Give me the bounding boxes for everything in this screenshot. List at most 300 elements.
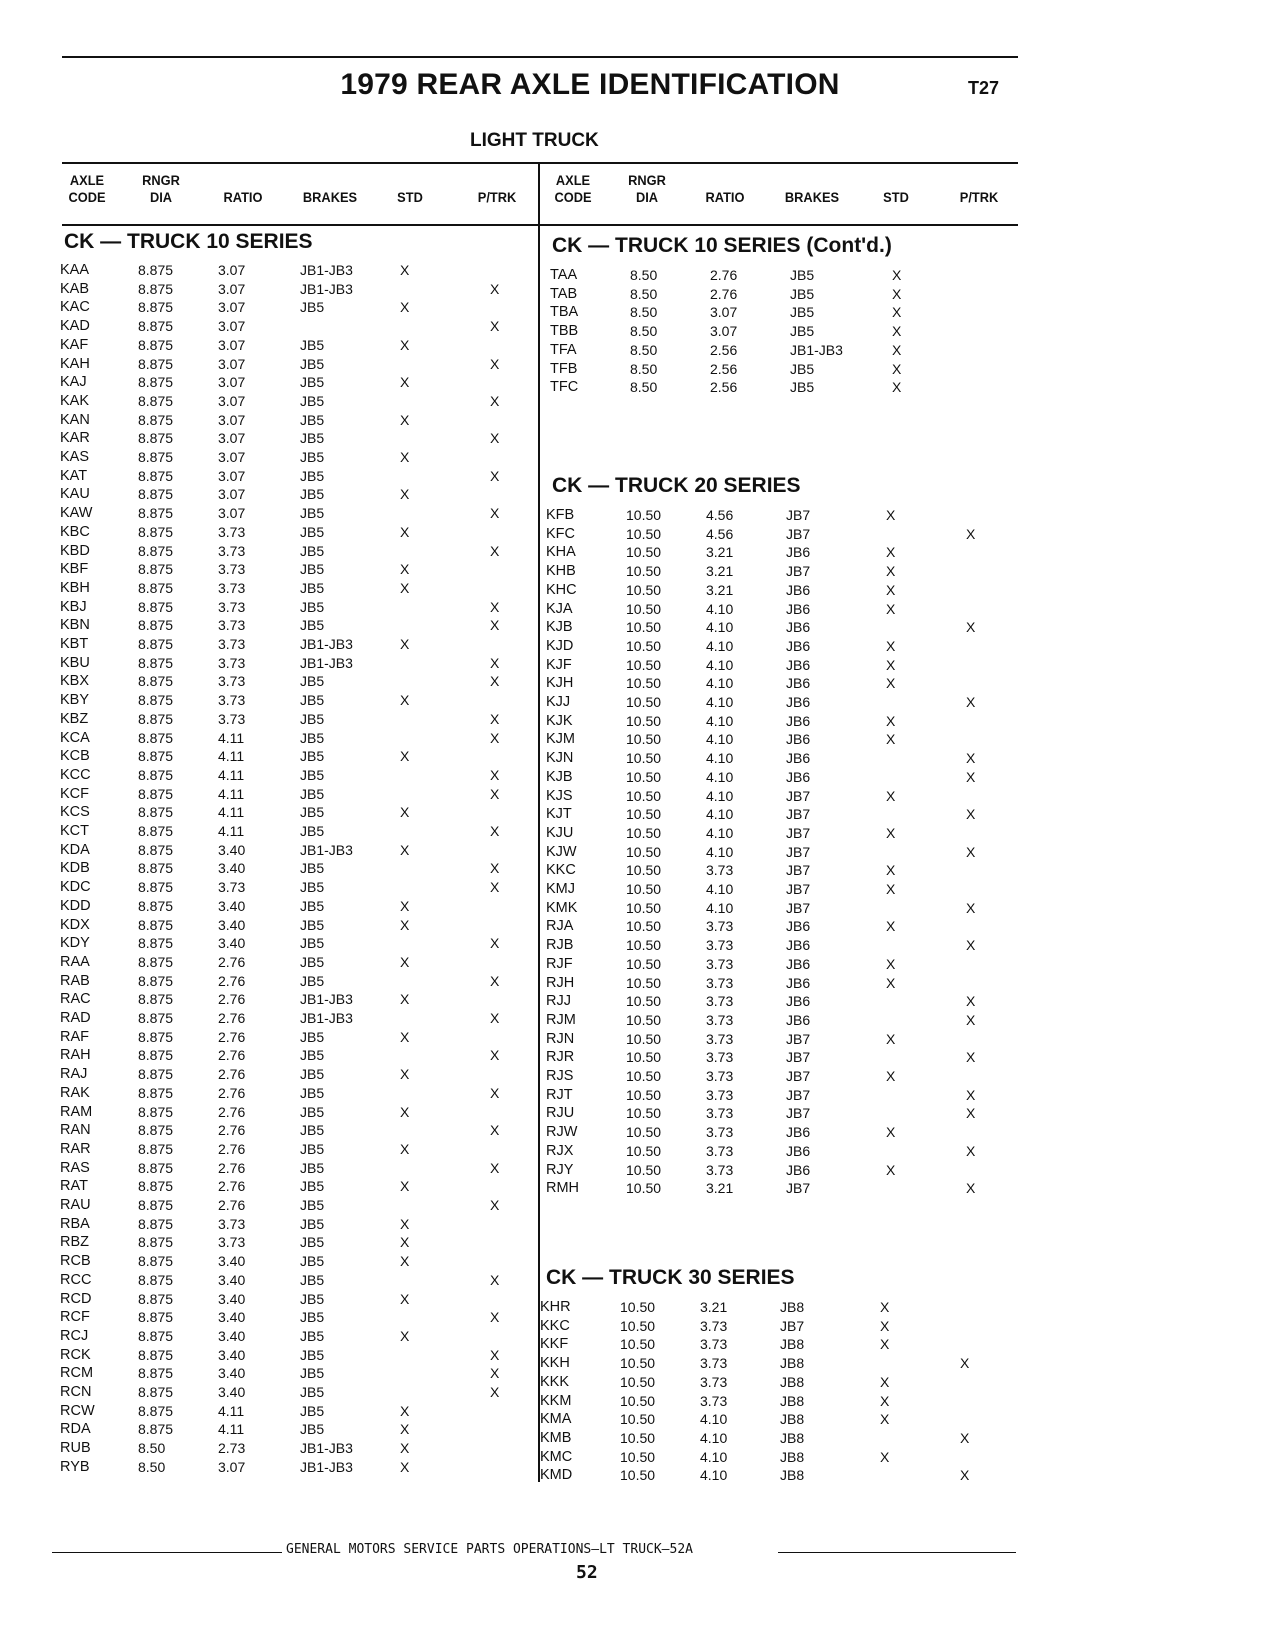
- cell-ratio: 3.73: [706, 993, 734, 1010]
- cell-ratio: 4.56: [706, 507, 734, 523]
- cell-ptrk: X: [490, 467, 500, 484]
- cell-rngr-dia: 10.50: [626, 1086, 662, 1103]
- table-row: [60, 280, 530, 299]
- cell-std: X: [886, 600, 896, 617]
- cell-std: X: [400, 449, 410, 465]
- cell-rngr-dia: 10.50: [626, 694, 662, 710]
- cell-axle-code: TFB: [550, 360, 578, 377]
- cell-rngr-dia: 10.50: [626, 843, 662, 860]
- cell-ratio: 4.10: [706, 824, 734, 841]
- cell-rngr-dia: 10.50: [626, 712, 662, 729]
- cell-axle-code: KFB: [546, 507, 575, 523]
- cell-rngr-dia: 8.875: [138, 1384, 174, 1400]
- cell-std: X: [400, 804, 410, 821]
- cell-axle-code: RMH: [546, 1180, 580, 1197]
- cell-ratio: 3.73: [706, 918, 734, 935]
- cell-axle-code: KMD: [540, 1467, 573, 1484]
- cell-axle-code: RJR: [546, 1049, 575, 1066]
- cell-axle-code: KKH: [540, 1355, 570, 1372]
- cell-rngr-dia: 8.875: [138, 299, 174, 316]
- cell-rngr-dia: 10.50: [626, 824, 662, 841]
- cell-std: X: [400, 841, 410, 858]
- cell-ratio: 3.73: [706, 974, 734, 991]
- cell-axle-code: KHC: [546, 581, 577, 598]
- cell-brakes: JB5: [300, 392, 325, 409]
- table-row: [550, 322, 1020, 341]
- cell-brakes: JB1-JB3: [300, 654, 353, 671]
- cell-ratio: 3.73: [218, 561, 246, 578]
- cell-ratio: 3.07: [218, 467, 246, 484]
- cell-ptrk: X: [490, 392, 500, 409]
- cell-rngr-dia: 10.50: [620, 1317, 656, 1334]
- cell-std: X: [400, 1402, 410, 1419]
- table-row: [60, 1402, 530, 1421]
- page-number: 52: [576, 1562, 598, 1583]
- cell-ratio: 3.73: [218, 636, 246, 652]
- table-row: [60, 859, 530, 878]
- cell-ptrk: X: [490, 766, 500, 783]
- table-row: [60, 560, 530, 579]
- cell-std: X: [886, 712, 896, 729]
- cell-axle-code: KMJ: [546, 881, 575, 897]
- cell-ratio: 3.73: [218, 710, 246, 727]
- cell-rngr-dia: 8.875: [138, 636, 174, 652]
- cell-brakes: JB5: [790, 267, 815, 283]
- cell-ratio: 2.56: [710, 379, 738, 396]
- table-row: [546, 525, 1016, 544]
- cell-brakes: JB5: [300, 505, 325, 522]
- table-row: [550, 303, 1020, 322]
- header-text: CODE: [68, 190, 106, 205]
- cell-std: X: [892, 267, 902, 283]
- cell-brakes: JB5: [790, 304, 815, 321]
- cell-axle-code: RJF: [546, 955, 573, 972]
- cell-ptrk: X: [490, 280, 500, 297]
- cell-rngr-dia: 8.875: [138, 598, 174, 615]
- cell-rngr-dia: 8.875: [138, 1327, 174, 1344]
- cell-axle-code: KCB: [60, 748, 90, 765]
- cell-brakes: JB5: [300, 897, 325, 914]
- cell-brakes: JB5: [790, 379, 815, 396]
- cell-rngr-dia: 10.50: [620, 1373, 656, 1390]
- cell-ptrk: X: [490, 673, 500, 690]
- cell-std: X: [400, 1458, 410, 1475]
- cell-brakes: JB7: [786, 1105, 811, 1122]
- cell-brakes: JB6: [786, 1011, 811, 1028]
- table-row: [546, 1048, 1016, 1067]
- cell-axle-code: KBY: [60, 692, 90, 709]
- cell-axle-code: RAA: [60, 953, 90, 970]
- cell-rngr-dia: 8.875: [138, 430, 174, 447]
- cell-ratio: 2.76: [218, 1010, 246, 1026]
- cell-axle-code: RJT: [546, 1086, 573, 1103]
- cell-axle-code: KJB: [546, 768, 573, 785]
- cell-rngr-dia: 8.875: [138, 692, 174, 709]
- cell-ratio: 3.73: [218, 879, 246, 896]
- cell-brakes: JB1-JB3: [790, 341, 843, 358]
- cell-ratio: 3.07: [218, 355, 246, 372]
- cell-rngr-dia: 10.50: [626, 806, 662, 823]
- header-rule: [62, 224, 1018, 226]
- table-row: [60, 1009, 530, 1028]
- cell-rngr-dia: 8.875: [138, 710, 174, 727]
- cell-ptrk: X: [490, 1346, 500, 1363]
- cell-ptrk: X: [960, 1355, 970, 1372]
- cell-brakes: JB5: [300, 1234, 325, 1251]
- cell-brakes: JB5: [300, 1346, 325, 1363]
- cell-axle-code: RAM: [60, 1103, 93, 1120]
- cell-rngr-dia: 8.875: [138, 542, 174, 559]
- cell-ptrk: X: [960, 1429, 970, 1446]
- cell-axle-code: RJM: [546, 1011, 576, 1028]
- cell-rngr-dia: 8.875: [138, 449, 174, 465]
- cell-ratio: 3.73: [218, 617, 246, 634]
- cell-brakes: JB5: [300, 1066, 325, 1083]
- cell-axle-code: KHA: [546, 544, 576, 561]
- cell-ratio: 2.76: [218, 972, 246, 989]
- cell-ptrk: X: [966, 806, 976, 823]
- cell-axle-code: RCC: [60, 1271, 92, 1288]
- cell-ptrk: X: [490, 1122, 500, 1139]
- table-row: [60, 934, 530, 953]
- table-row: [546, 1123, 1016, 1142]
- cell-axle-code: RAR: [60, 1140, 91, 1157]
- cell-brakes: JB7: [786, 806, 811, 823]
- cell-brakes: JB1-JB3: [300, 841, 353, 858]
- cell-ratio: 4.11: [218, 766, 245, 783]
- cell-ptrk: X: [966, 694, 976, 710]
- cell-axle-code: RAF: [60, 1028, 89, 1045]
- cell-brakes: JB6: [786, 1124, 811, 1141]
- cell-ratio: 3.07: [218, 449, 246, 465]
- cell-ratio: 2.76: [710, 285, 738, 302]
- table-row: [60, 1233, 530, 1252]
- cell-ratio: 3.73: [700, 1355, 728, 1372]
- cell-std: X: [400, 1215, 410, 1232]
- cell-rngr-dia: 8.875: [138, 897, 174, 914]
- table-row: [60, 1290, 530, 1309]
- cell-axle-code: KAS: [60, 449, 90, 465]
- cell-ptrk: X: [490, 879, 500, 896]
- table-row: [60, 878, 530, 897]
- cell-axle-code: RAJ: [60, 1066, 88, 1083]
- cell-ratio: 4.10: [706, 787, 734, 804]
- cell-axle-code: RBA: [60, 1215, 90, 1232]
- cell-rngr-dia: 8.875: [138, 467, 174, 484]
- cell-std: X: [400, 1140, 410, 1157]
- cell-ratio: 2.76: [218, 1066, 246, 1083]
- cell-rngr-dia: 10.50: [626, 563, 662, 580]
- cell-rngr-dia: 8.875: [138, 1103, 174, 1120]
- cell-brakes: JB5: [300, 1122, 325, 1139]
- header-brakes: BRAKES: [302, 190, 358, 205]
- cell-ratio: 4.10: [706, 899, 734, 916]
- header-rngr-dia: [625, 172, 669, 206]
- table-row: [60, 1140, 530, 1159]
- cell-brakes: JB5: [300, 1421, 325, 1438]
- cell-ratio: 3.73: [706, 1105, 734, 1122]
- cell-std: X: [400, 486, 410, 503]
- cell-ratio: 3.73: [706, 1161, 734, 1178]
- cell-axle-code: RJB: [546, 937, 574, 954]
- cell-ratio: 2.76: [218, 953, 246, 970]
- cell-ratio: 4.10: [706, 675, 734, 692]
- cell-std: X: [886, 1161, 896, 1178]
- table-row: [546, 674, 1016, 693]
- header-text: DIA: [635, 190, 659, 205]
- table-row: [546, 861, 1016, 880]
- cell-brakes: JB5: [300, 579, 325, 596]
- header-brakes: BRAKES: [784, 190, 840, 205]
- table-row: [546, 1011, 1016, 1030]
- cell-brakes: JB6: [786, 1142, 811, 1159]
- table-row: [60, 1103, 530, 1122]
- cell-axle-code: KBX: [60, 673, 90, 690]
- cell-std: X: [886, 637, 896, 654]
- cell-brakes: JB5: [300, 449, 325, 465]
- cell-brakes: JB8: [780, 1299, 805, 1315]
- cell-rngr-dia: 8.875: [138, 1365, 174, 1382]
- cell-ptrk: X: [966, 1086, 976, 1103]
- table-row: [60, 916, 530, 935]
- cell-brakes: JB5: [300, 1197, 325, 1213]
- header-rngr-dia: [139, 172, 183, 206]
- cell-axle-code: KDX: [60, 916, 90, 933]
- cell-rngr-dia: 10.50: [626, 619, 662, 636]
- table-row: [60, 1308, 530, 1327]
- cell-rngr-dia: 8.875: [138, 654, 174, 671]
- cell-rngr-dia: 8.875: [138, 1047, 174, 1064]
- cell-rngr-dia: 10.50: [626, 1049, 662, 1066]
- cell-rngr-dia: 10.50: [626, 600, 662, 617]
- table-row: [540, 1392, 1010, 1411]
- cell-axle-code: KAA: [60, 262, 90, 278]
- cell-axle-code: KBZ: [60, 710, 89, 727]
- cell-axle-code: RAC: [60, 991, 91, 1008]
- cell-ratio: 3.73: [706, 1030, 734, 1047]
- cell-ratio: 3.73: [700, 1336, 728, 1353]
- cell-brakes: JB5: [300, 972, 325, 989]
- table-row: [60, 1458, 530, 1477]
- cell-std: X: [892, 360, 902, 377]
- table-row: [60, 747, 530, 766]
- cell-std: X: [880, 1336, 890, 1353]
- cell-axle-code: RUB: [60, 1440, 91, 1457]
- cell-ptrk: X: [490, 1384, 500, 1400]
- table-row: [60, 972, 530, 991]
- cell-brakes: JB1-JB3: [300, 1458, 353, 1475]
- table-row: [546, 824, 1016, 843]
- cell-rngr-dia: 8.50: [630, 304, 658, 321]
- cell-brakes: JB7: [780, 1317, 805, 1334]
- cell-ratio: 2.76: [218, 1122, 246, 1139]
- cell-rngr-dia: 8.875: [138, 1402, 174, 1419]
- cell-ratio: 4.11: [218, 748, 245, 765]
- cell-std: X: [400, 336, 410, 353]
- cell-rngr-dia: 10.50: [626, 544, 662, 561]
- cell-axle-code: KBJ: [60, 598, 87, 615]
- cell-rngr-dia: 10.50: [626, 899, 662, 916]
- cell-rngr-dia: 8.875: [138, 523, 174, 540]
- cell-brakes: JB6: [786, 544, 811, 561]
- cell-ptrk: X: [966, 1180, 976, 1197]
- cell-axle-code: RCW: [60, 1402, 95, 1419]
- cell-axle-code: KKM: [540, 1392, 572, 1409]
- column-divider: [538, 162, 540, 1482]
- cell-axle-code: KDC: [60, 879, 91, 896]
- cell-axle-code: KMC: [540, 1448, 573, 1465]
- cell-axle-code: KAH: [60, 355, 90, 372]
- cell-brakes: JB5: [300, 729, 325, 746]
- cell-axle-code: KMK: [546, 899, 578, 916]
- cell-ptrk: X: [490, 710, 500, 727]
- cell-std: X: [886, 881, 896, 897]
- table-row: [546, 600, 1016, 619]
- cell-ratio: 3.21: [706, 581, 734, 598]
- cell-axle-code: KDA: [60, 841, 90, 858]
- cell-brakes: JB5: [300, 935, 325, 952]
- cell-std: X: [880, 1448, 890, 1465]
- cell-brakes: JB8: [780, 1448, 805, 1465]
- cell-std: X: [886, 1030, 896, 1047]
- cell-rngr-dia: 8.875: [138, 374, 174, 391]
- cell-ratio: 3.40: [218, 841, 246, 858]
- cell-ptrk: X: [490, 823, 500, 839]
- table-row: [60, 1364, 530, 1383]
- cell-brakes: JB5: [300, 355, 325, 372]
- cell-ratio: 3.07: [710, 304, 738, 321]
- cell-ratio: 4.10: [700, 1411, 728, 1428]
- cell-rngr-dia: 8.875: [138, 766, 174, 783]
- cell-brakes: JB1-JB3: [300, 280, 353, 297]
- cell-rngr-dia: 10.50: [626, 1068, 662, 1084]
- cell-std: X: [886, 563, 896, 580]
- cell-ratio: 4.10: [700, 1429, 728, 1446]
- cell-brakes: JB5: [300, 879, 325, 896]
- header-ptrk: P/TRK: [959, 190, 999, 205]
- cell-rngr-dia: 8.875: [138, 860, 174, 877]
- cell-ratio: 2.76: [218, 1197, 246, 1213]
- cell-rngr-dia: 8.50: [630, 341, 658, 358]
- cell-ratio: 3.07: [218, 392, 246, 409]
- cell-ratio: 3.07: [218, 280, 246, 297]
- cell-axle-code: KJF: [546, 656, 572, 673]
- cell-ptrk: X: [490, 1010, 500, 1026]
- cell-std: X: [880, 1392, 890, 1409]
- cell-rngr-dia: 8.875: [138, 1140, 174, 1157]
- table-row: [60, 822, 530, 841]
- cell-ptrk: X: [490, 935, 500, 952]
- cell-brakes: JB6: [786, 918, 811, 935]
- cell-ratio: 3.21: [706, 544, 734, 561]
- cell-rngr-dia: 8.50: [630, 267, 658, 283]
- cell-ptrk: X: [966, 619, 976, 636]
- cell-axle-code: RCD: [60, 1290, 92, 1307]
- cell-ratio: 2.56: [710, 341, 738, 358]
- table-row: [546, 880, 1016, 899]
- cell-axle-code: KAD: [60, 318, 90, 335]
- cell-axle-code: KJK: [546, 712, 573, 729]
- cell-std: X: [892, 285, 902, 302]
- cell-ptrk: X: [966, 525, 976, 542]
- table-row: [60, 523, 530, 542]
- table-row: [540, 1410, 1010, 1429]
- table-row: [546, 1179, 1016, 1198]
- cell-rngr-dia: 10.50: [620, 1411, 656, 1428]
- cell-axle-code: RCN: [60, 1384, 92, 1400]
- cell-ptrk: X: [490, 1197, 500, 1213]
- table-row: [60, 1215, 530, 1234]
- cell-ratio: 3.73: [218, 654, 246, 671]
- cell-brakes: JB1-JB3: [300, 1440, 353, 1457]
- cell-brakes: JB6: [786, 656, 811, 673]
- header-axle-code: [551, 172, 595, 206]
- cell-std: X: [400, 1103, 410, 1120]
- cell-ratio: 4.10: [706, 843, 734, 860]
- cell-std: X: [886, 787, 896, 804]
- cell-brakes: JB5: [300, 542, 325, 559]
- table-row: [60, 841, 530, 860]
- table-row: [60, 261, 530, 280]
- cell-rngr-dia: 8.875: [138, 318, 174, 335]
- cell-brakes: JB5: [790, 285, 815, 302]
- table-row: [60, 1121, 530, 1140]
- cell-ratio: 4.11: [218, 729, 245, 746]
- cell-std: X: [400, 1421, 410, 1438]
- cell-axle-code: KJT: [546, 806, 572, 823]
- cell-axle-code: KCC: [60, 766, 91, 783]
- cell-brakes: JB5: [300, 1253, 325, 1270]
- cell-axle-code: RJN: [546, 1030, 575, 1047]
- table-row: [540, 1317, 1010, 1336]
- cell-std: X: [886, 731, 896, 748]
- table-row: [60, 1252, 530, 1271]
- cell-rngr-dia: 10.50: [626, 918, 662, 935]
- cell-rngr-dia: 10.50: [626, 993, 662, 1010]
- header-text: CODE: [554, 190, 592, 205]
- cell-ptrk: X: [490, 860, 500, 877]
- cell-ratio: 3.40: [218, 1290, 246, 1307]
- cell-std: X: [400, 897, 410, 914]
- cell-rngr-dia: 8.875: [138, 1346, 174, 1363]
- cell-brakes: JB5: [300, 823, 325, 839]
- cell-rngr-dia: 8.875: [138, 561, 174, 578]
- cell-ratio: 2.76: [710, 267, 738, 283]
- cell-axle-code: RAD: [60, 1010, 91, 1026]
- cell-ratio: 3.40: [218, 1309, 246, 1326]
- table-row: [550, 360, 1020, 379]
- cell-std: X: [400, 916, 410, 933]
- cell-rngr-dia: 8.875: [138, 785, 174, 802]
- cell-std: X: [892, 341, 902, 358]
- cell-brakes: JB5: [300, 766, 325, 783]
- cell-brakes: JB5: [790, 360, 815, 377]
- cell-ratio: 4.10: [706, 712, 734, 729]
- cell-ratio: 3.40: [218, 1384, 246, 1400]
- cell-ratio: 3.07: [218, 262, 246, 278]
- cell-brakes: JB8: [780, 1336, 805, 1353]
- cell-ratio: 4.10: [706, 768, 734, 785]
- cell-axle-code: KKC: [540, 1317, 570, 1334]
- cell-ratio: 4.11: [218, 785, 245, 802]
- cell-rngr-dia: 10.50: [626, 1011, 662, 1028]
- cell-brakes: JB5: [300, 692, 325, 709]
- cell-ratio: 3.21: [706, 1180, 734, 1197]
- cell-axle-code: KHR: [540, 1299, 571, 1315]
- cell-rngr-dia: 8.50: [630, 285, 658, 302]
- cell-brakes: JB7: [786, 899, 811, 916]
- cell-axle-code: KAT: [60, 467, 88, 484]
